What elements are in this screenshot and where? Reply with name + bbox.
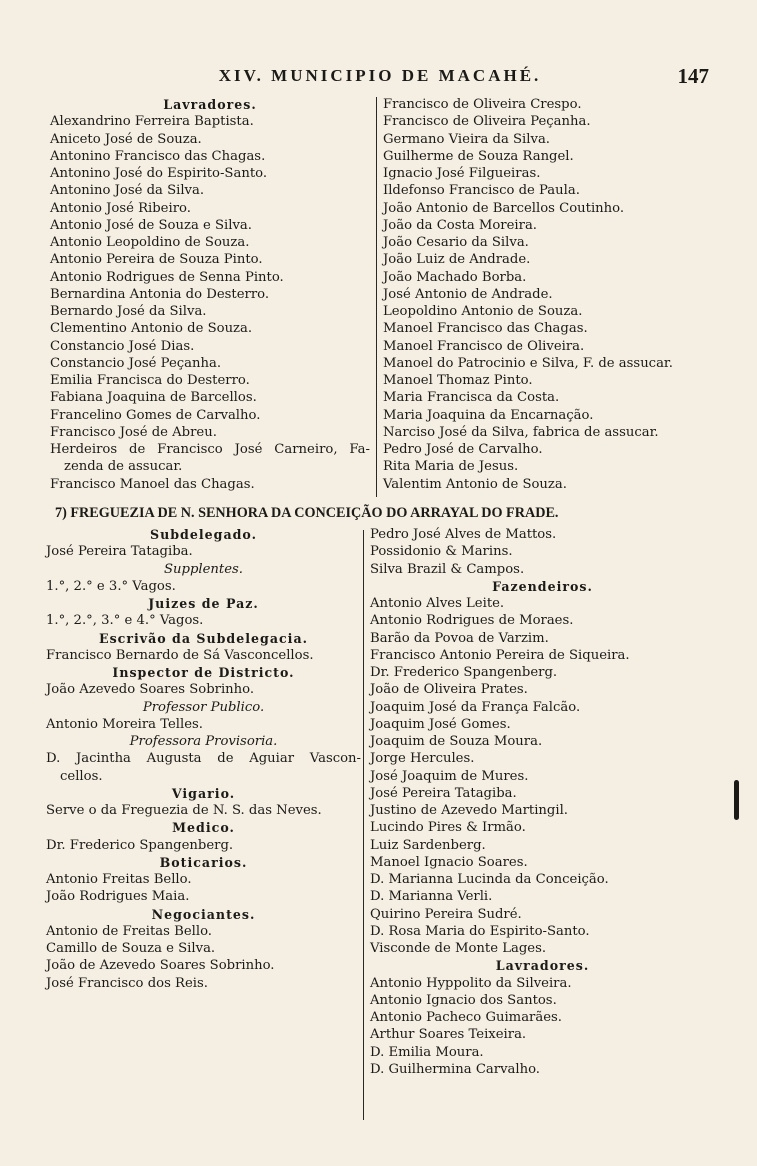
list-item: Antonino José da Silva. <box>50 183 205 199</box>
list-item: Luiz Sardenberg. <box>370 837 486 853</box>
list-item: Narciso José da Silva, fabrica de assucar. <box>383 424 659 440</box>
list-item: D. Emilia Moura. <box>370 1044 484 1060</box>
list-item: José Pereira Tatagiba. <box>370 785 517 801</box>
list-item: Manoel do Patrocinio e Silva, F. de assucar. <box>383 355 673 371</box>
list-item: Pedro José Alves de Mattos. <box>370 527 557 542</box>
list-item: Antonio Freitas Bello. <box>46 872 192 887</box>
list-item: Barão da Povoa de Varzim. <box>370 630 549 646</box>
list-item: João Rodrigues Maia. <box>46 889 190 905</box>
list-item: Antonino Francisco das Chagas. <box>50 148 266 164</box>
list-item: Possidonio & Marins. <box>370 544 513 560</box>
list-item: José Antonio de Andrade. <box>383 286 553 302</box>
list-item: João Antonio de Barcellos Coutinho. <box>383 200 625 216</box>
lavradores-heading: Lavradores. <box>495 958 590 974</box>
section2-left-column <box>46 526 361 992</box>
juizes-text: 1.°, 2.°, 3.° e 4.° Vagos. <box>46 613 204 629</box>
list-item: Manoel Ignacio Soares. <box>370 854 528 870</box>
list-item: Antonio Pereira de Souza Pinto. <box>50 252 263 268</box>
medico-name: Dr. Frederico Spangenberg. <box>46 837 234 853</box>
list-item: Constancio José Peçanha. <box>50 355 222 371</box>
list-item: Camillo de Souza e Silva. <box>46 941 216 956</box>
list-item: Lucindo Pires & Irmão. <box>370 820 526 836</box>
list-item: Bernardina Antonia do Desterro. <box>50 286 270 302</box>
list-item: Arthur Soares Teixeira. <box>370 1027 527 1043</box>
fazendeiros-heading: Fazendeiros. <box>492 578 593 594</box>
list-item: João Luiz de Andrade. <box>383 252 531 268</box>
section1-right-column <box>383 96 713 493</box>
list-item: Aniceto José de Souza. <box>50 131 202 147</box>
list-item: Emilia Francisca do Desterro. <box>50 373 250 388</box>
professor-heading: Professor Publico. <box>142 699 265 715</box>
list-item: Alexandrino Ferreira Baptista. <box>50 114 254 130</box>
list-item: D. Guilhermina Carvalho. <box>370 1061 541 1077</box>
list-item: José Joaquim de Mures. <box>370 768 529 784</box>
list-item: Antonino José do Espirito-Santo. <box>50 166 268 181</box>
subdelegado-name: José Pereira Tatagiba. <box>46 544 193 560</box>
list-item: José Francisco dos Reis. <box>46 975 208 991</box>
column-divider <box>376 97 377 497</box>
list-item: Maria Joaquina da Encarnação. <box>383 407 594 423</box>
page-number: 147 <box>677 64 709 88</box>
vigario-heading: Vigario. <box>171 785 236 801</box>
ink-mark <box>734 780 739 820</box>
list-item: Antonio Hyppolito da Silveira. <box>370 975 572 991</box>
section1-left-column <box>50 96 370 493</box>
list-item-herdeiros-cont: zenda de assucar. <box>64 459 183 475</box>
list-item: Justino de Azevedo Martingil. <box>370 803 568 818</box>
list-item: Antonio de Freitas Bello. <box>46 923 212 939</box>
list-item: Joaquim de Souza Moura. <box>370 734 543 749</box>
list-item: Guilherme de Souza Rangel. <box>383 148 574 164</box>
escrivao-name: Francisco Bernardo de Sá Vasconcellos. <box>46 647 314 663</box>
medico-heading: Medico. <box>172 820 235 836</box>
freguezia-section-title: 7) FREGUEZIA DE N. SENHORA DA CONCEIÇÃO DO ARRAYAL DO FRADE. <box>55 505 559 521</box>
list-item: Fabiana Joaquina de Barcellos. <box>50 390 257 406</box>
lavradores-heading: Lavradores. <box>163 97 257 112</box>
list-item: Clementino Antonio de Souza. <box>50 321 253 337</box>
list-item: João da Costa Moreira. <box>383 217 537 233</box>
professor-name: Antonio Moreira Telles. <box>46 716 203 732</box>
list-item: Francisco de Oliveira Peçanha. <box>383 114 591 130</box>
subdelegado-heading: Subdelegado. <box>149 527 257 542</box>
list-item: Antonio Pacheco Guimarães. <box>370 1010 562 1025</box>
list-item: Francisco Antonio Pereira de Siqueira. <box>370 647 630 663</box>
list-item: Quirino Pereira Sudré. <box>370 906 522 922</box>
list-item: Constancio José Dias. <box>50 338 195 354</box>
list-item: Dr. Frederico Spangenberg. <box>370 665 558 680</box>
list-item: Silva Brazil & Campos. <box>370 561 525 577</box>
list-item: João de Azevedo Soares Sobrinho. <box>46 958 275 974</box>
list-item: Pedro José de Carvalho. <box>383 442 543 457</box>
list-item: Antonio José Ribeiro. <box>50 200 191 216</box>
escrivao-heading: Escrivão da Subdelegacia. <box>98 630 309 646</box>
vigario-text: Serve o da Freguezia de N. S. das Neves. <box>46 803 322 818</box>
list-item: Antonio Alves Leite. <box>370 596 505 611</box>
list-item: Leopoldino Antonio de Souza. <box>383 304 583 319</box>
inspector-name: João Azevedo Soares Sobrinho. <box>46 682 255 698</box>
negociantes-heading: Negociantes. <box>151 906 256 922</box>
list-item: Joaquim José Gomes. <box>370 716 511 732</box>
list-item: Antonio Rodrigues de Senna Pinto. <box>50 269 284 285</box>
list-item: Bernardo José da Silva. <box>50 304 207 319</box>
list-item-herdeiros: Herdeiros de Francisco José Carneiro, Fa- <box>50 442 370 457</box>
list-item: Francelino Gomes de Carvalho. <box>50 407 261 423</box>
list-item: Maria Francisca da Costa. <box>383 390 560 406</box>
section2-right-column <box>370 526 715 1078</box>
list-item: Germano Vieira da Silva. <box>383 131 550 147</box>
list-item: D. Rosa Maria do Espirito-Santo. <box>370 923 590 939</box>
list-item: Joaquim José da França Falcão. <box>370 699 581 715</box>
list-item: Antonio Leopoldino de Souza. <box>50 235 250 250</box>
professora-heading: Professora Provisoria. <box>129 734 278 749</box>
list-item: João Cesario da Silva. <box>383 235 529 250</box>
list-item: Antonio Rodrigues de Moraes. <box>370 613 574 629</box>
professora-name-cont: cellos. <box>60 768 103 784</box>
professora-name: D. Jacintha Augusta de Aguiar Vascon- <box>46 751 361 767</box>
list-item: D. Marianna Verli. <box>370 889 493 905</box>
list-item: Antonio José de Souza e Silva. <box>50 217 252 233</box>
list-item: João Machado Borba. <box>383 269 527 285</box>
supplentes-text: 1.°, 2.° e 3.° Vagos. <box>46 578 176 594</box>
inspector-heading: Inspector de Districto. <box>112 665 295 680</box>
juizes-heading: Juizes de Paz. <box>148 596 259 611</box>
list-item: Francisco Manoel das Chagas. <box>50 476 255 492</box>
list-item: Rita Maria de Jesus. <box>383 459 519 475</box>
list-item: Ildefonso Francisco de Paula. <box>383 183 580 199</box>
list-item: João de Oliveira Prates. <box>370 682 528 698</box>
list-item: Valentim Antonio de Souza. <box>383 476 567 492</box>
page-header <box>0 66 757 92</box>
list-item: Manoel Francisco das Chagas. <box>383 321 588 337</box>
list-item: Manoel Thomaz Pinto. <box>383 373 533 388</box>
supplentes-heading: Supplentes. <box>164 561 243 577</box>
list-item: D. Marianna Lucinda da Conceição. <box>370 872 609 887</box>
running-title: XIV. MUNICIPIO DE MACAHÉ. <box>218 66 542 85</box>
list-item: Jorge Hercules. <box>370 751 475 767</box>
list-item: Visconde de Monte Lages. <box>370 941 547 956</box>
boticarios-heading: Boticarios. <box>159 854 248 870</box>
list-item: Francisco José de Abreu. <box>50 424 217 440</box>
list-item: Ignacio José Filgueiras. <box>383 166 541 181</box>
list-item: Antonio Ignacio dos Santos. <box>370 992 557 1008</box>
list-item: Francisco de Oliveira Crespo. <box>383 97 582 112</box>
column-divider <box>363 530 364 1120</box>
list-item: Manoel Francisco de Oliveira. <box>383 338 585 354</box>
